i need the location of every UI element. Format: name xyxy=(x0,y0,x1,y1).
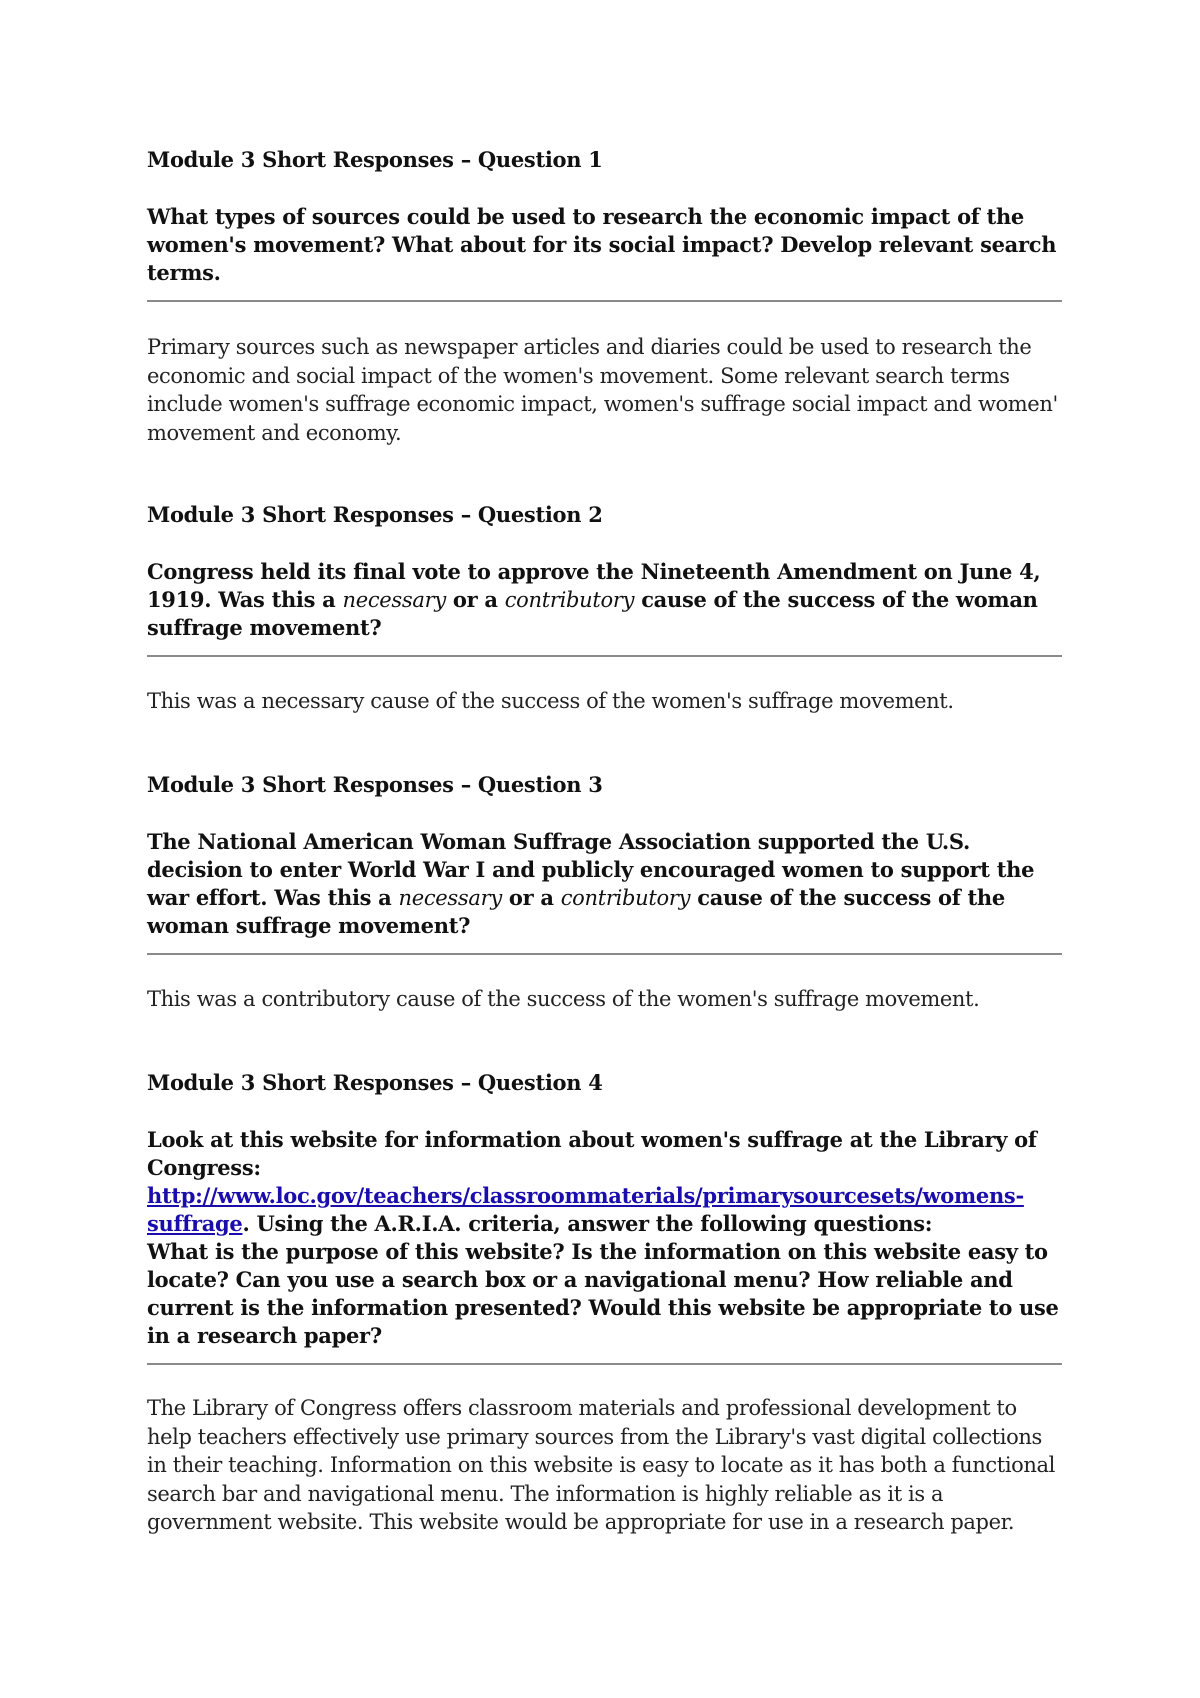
question-1-heading: Module 3 Short Responses – Question 1 xyxy=(147,147,603,172)
question-4-subquestions: What is the purpose of this website? Is the information on this website easy to locate? Can you use a search box or a navigational menu? How reliable and current is the information presented? Would this website be appropriate to use in a research paper? xyxy=(147,1239,1059,1348)
question-2-prompt-text-2: cause of the success of the woman suffrage movement? xyxy=(147,587,1038,640)
question-3-or-text: or a xyxy=(501,885,561,910)
question-4-divider xyxy=(147,1363,1062,1365)
question-2-necessary-term: necessary xyxy=(342,588,446,612)
question-4-prompt-after-link: . Using the A.R.I.A. criteria, answer the following questions: xyxy=(242,1211,933,1236)
question-2-answer-block xyxy=(147,687,1062,716)
question-4-answer-block xyxy=(147,1394,1062,1537)
question-2-answer: This was a necessary cause of the success of the women's suffrage movement. xyxy=(147,689,954,713)
question-1-prompt: What types of sources could be used to research the economic impact of the women's movement? What about for its social impact? Develop relevant search terms. xyxy=(147,204,1057,285)
question-3-answer-block xyxy=(147,985,1062,1014)
question-3-prompt-block xyxy=(147,828,1062,940)
question-2-prompt-text-1: Congress held its final vote to approve the Nineteenth Amendment on June 4, 1919. Was this a xyxy=(147,559,1041,612)
question-4-subquestions-block xyxy=(147,1238,1062,1350)
question-3-prompt-text-2: cause of the success of the woman suffrage movement? xyxy=(147,885,1005,938)
question-1-answer-block xyxy=(147,333,1062,447)
question-2-or-text: or a xyxy=(445,587,505,612)
question-4-prompt-block xyxy=(147,1126,1062,1238)
question-3-divider xyxy=(147,953,1062,955)
question-3-contributory-term: contributory xyxy=(560,886,691,910)
question-3-prompt xyxy=(147,828,1062,940)
question-2-divider xyxy=(147,655,1062,657)
library-of-congress-link[interactable]: http://www.loc.gov/teachers/classroommaterials/primarysourcesets/womens-suffrage xyxy=(147,1183,1024,1236)
question-1-answer: Primary sources such as newspaper articles and diaries could be used to research the economic and social impact of the women's movement. Some relevant search terms include women's suffrage economic impact, women's suffrage social impact and women' movement and economy. xyxy=(147,335,1058,445)
question-2-prompt xyxy=(147,558,1062,642)
question-3-prompt-text-1: The National American Woman Suffrage Association supported the U.S. decision to enter World War I and publicly encouraged women to support the war effort. Was this a xyxy=(147,829,1035,910)
question-2-heading: Module 3 Short Responses – Question 2 xyxy=(147,502,603,527)
question-4-heading: Module 3 Short Responses – Question 4 xyxy=(147,1070,603,1095)
question-4-prompt-intro: Look at this website for information about women's suffrage at the Library of Congress: xyxy=(147,1127,1037,1180)
question-3-answer: This was a contributory cause of the success of the women's suffrage movement. xyxy=(147,987,980,1011)
question-3-heading-block xyxy=(147,771,1062,799)
question-1-prompt-block xyxy=(147,203,1062,287)
question-1-divider xyxy=(147,300,1062,302)
question-4-answer: The Library of Congress offers classroom materials and professional development to help teachers effectively use primary sources from the Library's vast digital collections in their teaching. Information on this website is easy to locate as it has both a functional search bar and navigational menu. The information is highly reliable as it is a government website. This website would be appropriate for use in a research paper. xyxy=(147,1396,1055,1534)
question-3-heading: Module 3 Short Responses – Question 3 xyxy=(147,772,603,797)
question-2-heading-block xyxy=(147,501,1062,529)
question-2-contributory-term: contributory xyxy=(504,588,635,612)
question-3-necessary-term: necessary xyxy=(398,886,502,910)
question-4-heading-block xyxy=(147,1069,1062,1097)
question-4-prompt xyxy=(147,1126,1062,1238)
question-1-heading-block xyxy=(147,146,1062,174)
question-2-prompt-block xyxy=(147,558,1062,642)
